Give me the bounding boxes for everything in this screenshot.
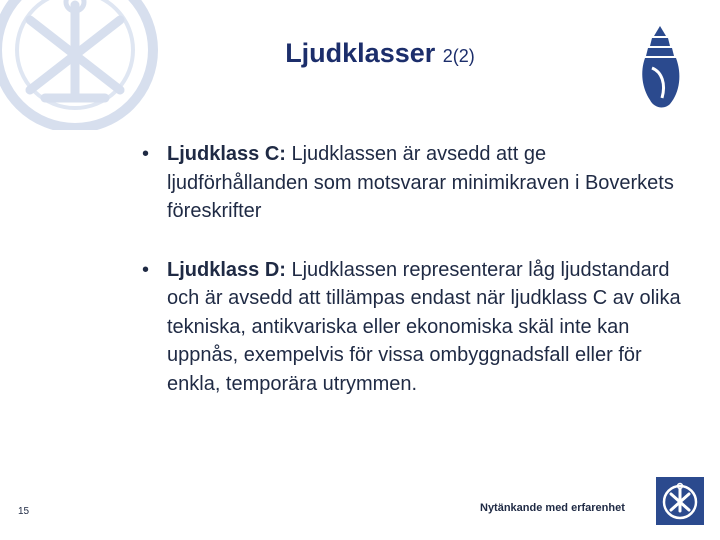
- bullet-text: [167, 256, 692, 399]
- title-text: Ljudklasser: [285, 38, 436, 68]
- bullet-term: Ljudklass D:: [167, 258, 286, 281]
- af-logo-icon: [656, 477, 704, 525]
- page-number: 15: [18, 506, 30, 517]
- bullet-list: [142, 140, 692, 428]
- shell-icon: [636, 24, 684, 110]
- bullet-description: Ljudklassen representerar låg ljudstandard och är avsedd att tillämpas endast när ljudklass C av olika tekniska, antikvariska eller ekonomiska skäl inte kan uppnås, exempelvis för vissa ombyggnadsfall eller för enkla, temporära utrymmen.: [167, 258, 681, 395]
- title-suffix: 2(2): [442, 46, 475, 66]
- page-title: [0, 38, 720, 69]
- bullet-text: [167, 140, 692, 226]
- bullet-description: Ljudklassen är avsedd att ge ljudförhållanden som motsvarar minimikraven i Boverkets föreskrifter: [167, 143, 674, 222]
- bullet-dot: •: [142, 143, 150, 165]
- bullet-dot: •: [142, 258, 150, 281]
- list-item: [142, 256, 692, 399]
- bullet-term: Ljudklass C:: [167, 143, 286, 165]
- tagline: Nytänkande med erfarenhet: [480, 502, 625, 514]
- list-item: [142, 140, 692, 226]
